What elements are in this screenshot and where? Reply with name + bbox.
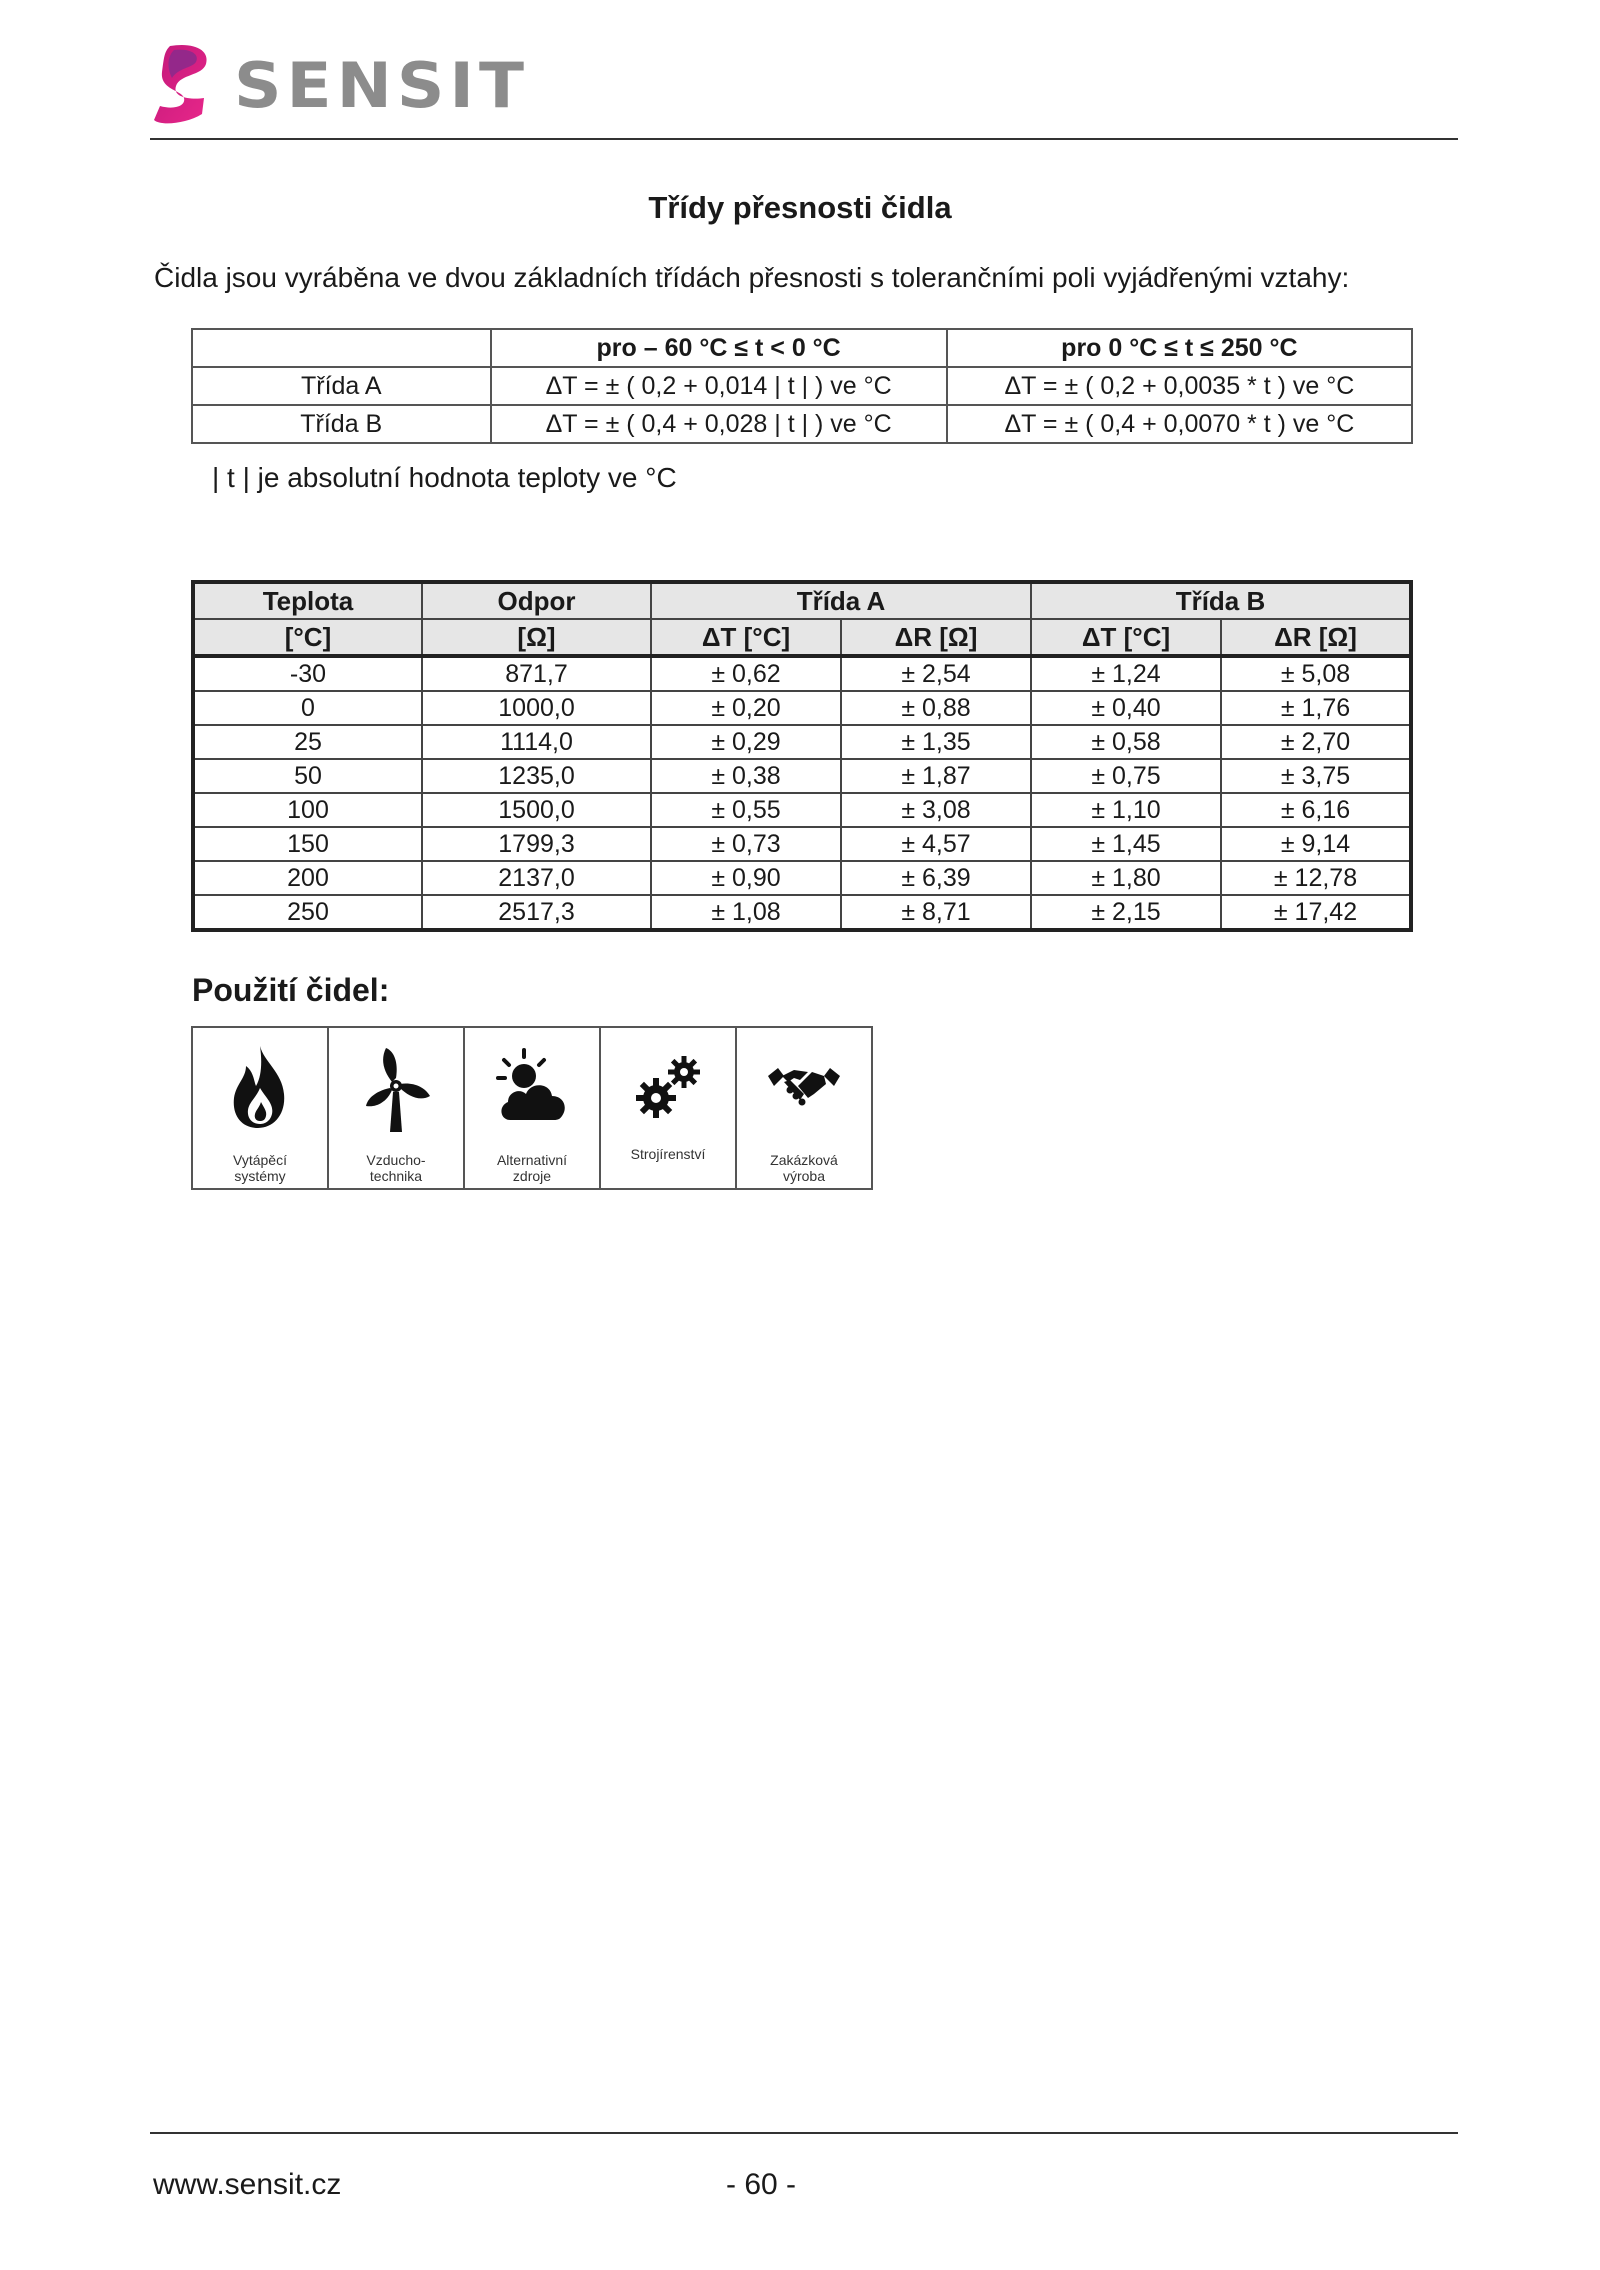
table-cell: 25	[193, 725, 422, 759]
header-odpor-unit: [Ω]	[422, 619, 651, 656]
table-cell: ± 1,35	[841, 725, 1031, 759]
footer-website: www.sensit.cz	[153, 2168, 342, 2201]
table-cell: 250	[193, 895, 422, 930]
table-header-row	[193, 619, 1411, 656]
table-cell: ± 1,45	[1031, 827, 1221, 861]
use-caption: Vytápěcí systémy	[233, 1152, 287, 1184]
use-tile-engineering	[601, 1028, 737, 1188]
table-header-cell: pro 0 °C ≤ t ≤ 250 °C	[947, 329, 1412, 367]
page-title: Třídy přesnosti čidla	[648, 190, 952, 225]
table-cell: 200	[193, 861, 422, 895]
table-row	[193, 691, 1411, 725]
table-cell: 871,7	[422, 656, 651, 691]
use-tile-alternative	[465, 1028, 601, 1188]
table-cell: ± 0,62	[651, 656, 841, 691]
table-cell: 2137,0	[422, 861, 651, 895]
table-cell: 1500,0	[422, 793, 651, 827]
header-teplota: Teplota	[193, 582, 422, 619]
header-trida-a: Třída A	[651, 582, 1031, 619]
page-number: - 60 -	[726, 2168, 797, 2201]
table-cell: 1000,0	[422, 691, 651, 725]
table-cell: ± 2,15	[1031, 895, 1221, 930]
table-cell: ± 6,39	[841, 861, 1031, 895]
table-cell: ± 1,10	[1031, 793, 1221, 827]
use-caption: Vzducho- technika	[366, 1152, 426, 1184]
table-row	[193, 725, 1411, 759]
gears-icon	[628, 1042, 708, 1134]
table-row	[193, 861, 1411, 895]
table-cell: 1114,0	[422, 725, 651, 759]
table-row	[192, 367, 1412, 405]
table-cell: ± 6,16	[1221, 793, 1411, 827]
table-header-row	[193, 582, 1411, 619]
table-cell: 1235,0	[422, 759, 651, 793]
fan-icon	[356, 1042, 436, 1134]
flame-icon	[220, 1042, 300, 1134]
table-cell: ± 2,70	[1221, 725, 1411, 759]
sensit-logo-mark-icon	[150, 40, 222, 132]
table-cell: ± 1,76	[1221, 691, 1411, 725]
table-cell: ΔT = ± ( 0,2 + 0,0035 * t ) ve °C	[947, 367, 1412, 405]
table-cell: ± 0,88	[841, 691, 1031, 725]
table-cell: 1799,3	[422, 827, 651, 861]
table-cell: 50	[193, 759, 422, 793]
table-cell: ± 1,80	[1031, 861, 1221, 895]
table-header-row	[192, 329, 1412, 367]
table-cell: Třída B	[192, 405, 491, 443]
table-cell: ± 8,71	[841, 895, 1031, 930]
table-cell	[192, 329, 491, 367]
uses-tiles	[191, 1026, 873, 1190]
table-cell: ± 0,75	[1031, 759, 1221, 793]
tolerance-table	[191, 580, 1413, 932]
use-tile-custom	[737, 1028, 871, 1188]
table-cell: ± 12,78	[1221, 861, 1411, 895]
uses-heading: Použití čidel:	[192, 972, 390, 1008]
logo	[150, 38, 529, 133]
absolute-value-note: | t | je absolutní hodnota teploty ve °C	[212, 462, 677, 493]
table-cell: ± 0,20	[651, 691, 841, 725]
table-header-cell: pro – 60 °C ≤ t < 0 °C	[491, 329, 947, 367]
table-cell: ± 0,58	[1031, 725, 1221, 759]
table-cell: ± 0,40	[1031, 691, 1221, 725]
footer-rule	[150, 2132, 1458, 2134]
use-tile-air	[329, 1028, 465, 1188]
table-cell: -30	[193, 656, 422, 691]
table-cell: 100	[193, 793, 422, 827]
table-row	[192, 405, 1412, 443]
table-cell: ± 0,55	[651, 793, 841, 827]
header-a-dt: ΔT [°C]	[651, 619, 841, 656]
table-cell: 0	[193, 691, 422, 725]
table-cell: Třída A	[192, 367, 491, 405]
table-cell: 150	[193, 827, 422, 861]
table-cell: ΔT = ± ( 0,4 + 0,0070 * t ) ve °C	[947, 405, 1412, 443]
table-cell: ± 9,14	[1221, 827, 1411, 861]
header-b-dt: ΔT [°C]	[1031, 619, 1221, 656]
use-caption: Alternativní zdroje	[496, 1152, 568, 1184]
table-cell: ± 5,08	[1221, 656, 1411, 691]
header-b-dr: ΔR [Ω]	[1221, 619, 1411, 656]
handshake-icon	[764, 1042, 844, 1134]
table-cell: ± 0,29	[651, 725, 841, 759]
accuracy-formula-table	[191, 328, 1413, 444]
table-row	[193, 759, 1411, 793]
header-a-dr: ΔR [Ω]	[841, 619, 1031, 656]
table-cell: ΔT = ± ( 0,4 + 0,028 | t | ) ve °C	[491, 405, 947, 443]
table-cell: ± 0,90	[651, 861, 841, 895]
table-row	[193, 895, 1411, 930]
table-cell: ± 1,24	[1031, 656, 1221, 691]
header-trida-b: Třída B	[1031, 582, 1411, 619]
header-odpor: Odpor	[422, 582, 651, 619]
intro-paragraph: Čidla jsou vyráběna ve dvou základních třídách přesnosti s tolerančními poli vyjádřenými vztahy:	[154, 262, 1350, 293]
table-cell: ± 1,87	[841, 759, 1031, 793]
use-caption: Zakázková výroba	[770, 1152, 838, 1184]
header-rule	[150, 138, 1458, 140]
table-cell: ± 3,08	[841, 793, 1031, 827]
table-row	[193, 793, 1411, 827]
table-cell: ΔT = ± ( 0,2 + 0,014 | t | ) ve °C	[491, 367, 947, 405]
table-row	[193, 656, 1411, 691]
use-caption: Strojírenství	[630, 1146, 706, 1162]
table-cell: ± 17,42	[1221, 895, 1411, 930]
header-teplota-unit: [°C]	[193, 619, 422, 656]
table-cell: ± 2,54	[841, 656, 1031, 691]
table-cell: 2517,3	[422, 895, 651, 930]
sun-cloud-icon	[492, 1042, 572, 1134]
table-cell: ± 3,75	[1221, 759, 1411, 793]
table-cell: ± 1,08	[651, 895, 841, 930]
table-cell: ± 0,38	[651, 759, 841, 793]
table-row	[193, 827, 1411, 861]
table-cell: ± 4,57	[841, 827, 1031, 861]
logo-wordmark: SENSIT	[234, 48, 529, 123]
table-cell: ± 0,73	[651, 827, 841, 861]
use-tile-heating	[193, 1028, 329, 1188]
